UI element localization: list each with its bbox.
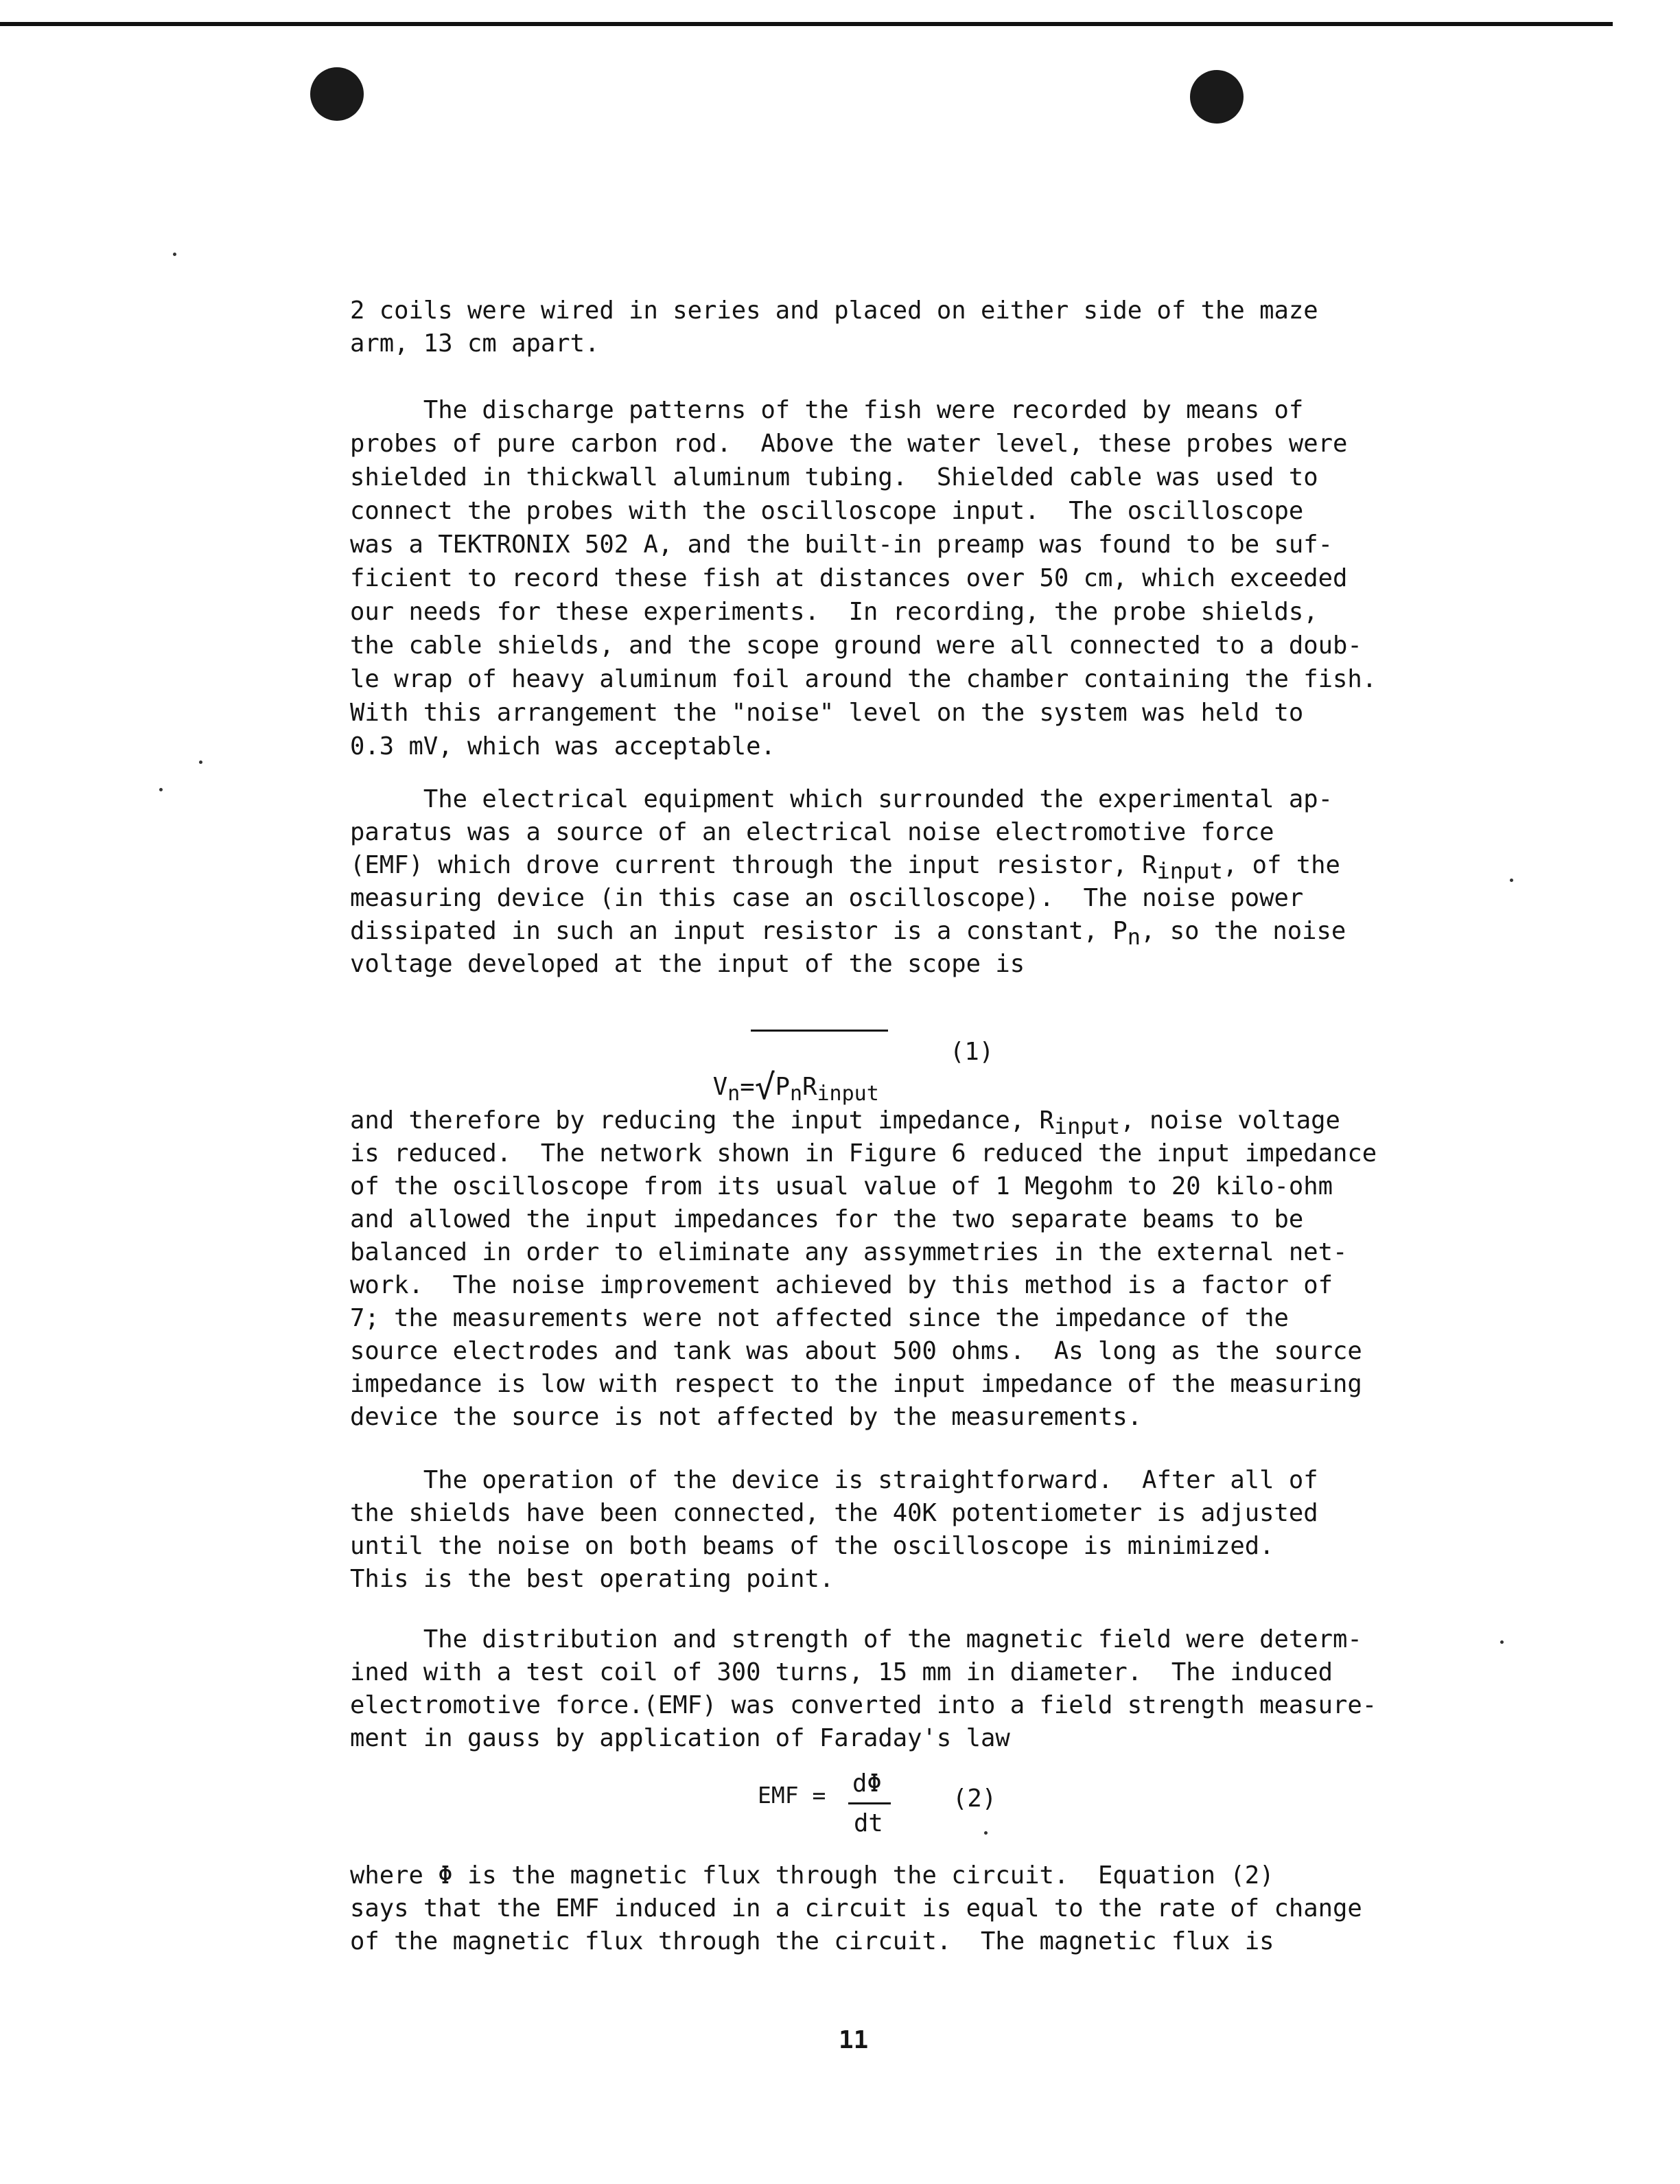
equation-2-lhs [758,1782,826,1809]
text-line: balanced in order to eliminate any assymmetries in the external net- [350,1238,1348,1266]
text-line: device the source is not affected by the measurements. [350,1403,1143,1431]
scan-speck [1500,1640,1504,1644]
text-line: This is the best operating point. [350,1565,835,1593]
text-line: With this arrangement the "noise" level on the system was held to [350,699,1304,727]
eq-subscript: input [817,1082,879,1106]
eq-sign: = [812,1782,826,1809]
text-line: probes of pure carbon rod. Above the water level, these probes were [350,430,1348,458]
text-segment: , so the noise [1141,917,1346,945]
text-line: measuring device (in this case an oscilloscope). The noise power [350,884,1304,912]
text-line: of the oscilloscope from its usual value of 1 Megohm to 20 kilo-ohm [350,1172,1333,1200]
top-rule [0,22,1613,26]
eq-var: V [712,1073,728,1101]
text-line [350,917,1346,950]
text-line: the shields have been connected, the 40K potentiometer is adjusted [350,1499,1318,1527]
eq-numerator: dΦ [852,1769,882,1798]
subscript: input [1156,858,1223,884]
subscript: n [1127,924,1141,950]
scan-speck [984,1831,988,1835]
page-number: 11 [839,2026,869,2054]
text-line: and allowed the input impedances for the two separate beams to be [350,1205,1304,1233]
eq-denominator: dt [854,1809,883,1837]
text-line: The discharge patterns of the fish were recorded by means of [350,396,1304,424]
sqrt-bar [751,1030,888,1032]
text-line: was a TEKTRONIX 502 A, and the built-in preamp was found to be suf- [350,531,1333,559]
text-segment: (EMF) which drove current through the input resistor, R [350,851,1157,879]
subscript: input [1053,1113,1121,1139]
text-segment: , noise voltage [1120,1106,1340,1135]
scan-speck [1510,879,1513,882]
eq-var: P [775,1073,791,1101]
text-line: the cable shields, and the scope ground were all connected to a doub- [350,631,1362,660]
paragraph-5 [350,1466,1318,1598]
punch-hole-right [1190,70,1244,124]
text-segment: and therefore by reducing the input impedance, R [350,1106,1054,1135]
scan-speck [159,788,163,791]
paragraph-3 [350,785,1346,983]
paragraph-4 [350,1106,1377,1436]
eq-sign: = [740,1073,755,1101]
text-line: arm, 13 cm apart. [350,329,600,358]
text-line: of the magnetic flux through the circuit. The magnetic flux is [350,1927,1274,1955]
text-line: le wrap of heavy aluminum foil around the chamber containing the fish. [350,665,1377,693]
equation-number: (2) [953,1785,997,1813]
sqrt-icon: √ [754,1067,775,1107]
punch-hole-left [310,67,364,121]
fraction-bar [848,1802,891,1804]
text-line: says that the EMF induced in a circuit is equal to the rate of change [350,1894,1362,1922]
text-line: where Φ is the magnetic flux through the circuit. Equation (2) [350,1861,1274,1890]
text-line: The electrical equipment which surrounded the experimental ap- [350,785,1333,813]
text-segment: , of the [1222,851,1340,879]
scan-speck [199,760,202,764]
text-line: until the noise on both beams of the oscilloscope is minimized. [350,1532,1274,1560]
text-line: ficient to record these fish at distances over 50 cm, which exceeded [350,564,1348,592]
eq-var: R [802,1073,817,1101]
text-line: electromotive force.(EMF) was converted into a field strength measure- [350,1691,1377,1719]
text-line: ment in gauss by application of Faraday's law [350,1724,1010,1752]
text-line: our needs for these experiments. In recording, the probe shields, [350,598,1318,626]
equation-1 [684,1035,879,1106]
paragraph-6 [350,1625,1377,1757]
text-line: is reduced. The network shown in Figure 6 reduced the input impedance [350,1139,1377,1167]
text-line: ined with a test coil of 300 turns, 15 mm in diameter. The induced [350,1658,1333,1686]
eq-subscript: n [727,1082,740,1106]
text-line: connect the probes with the oscilloscope input. The oscilloscope [350,497,1304,525]
paragraph-1 [350,297,1318,362]
text-line [350,851,1346,884]
text-line: The operation of the device is straightforward. After all of [350,1466,1318,1494]
text-line: The distribution and strength of the magnetic field were determ- [350,1625,1362,1653]
text-segment: dissipated in such an input resistor is a constant, P [350,917,1128,945]
eq-subscript: n [790,1082,803,1106]
text-line: paratus was a source of an electrical noise electromotive force [350,818,1274,846]
equation-number: (1) [950,1038,994,1066]
text-line: voltage developed at the input of the scope is [350,950,1025,978]
eq-var: EMF [758,1782,799,1809]
paragraph-2 [350,394,1377,764]
text-line: work. The noise improvement achieved by this method is a factor of [350,1271,1333,1299]
text-line: 0.3 mV, which was acceptable. [350,732,775,760]
text-line: shielded in thickwall aluminum tubing. Shielded cable was used to [350,463,1318,491]
paragraph-7 [350,1861,1362,1960]
scan-speck [173,253,176,256]
text-line: impedance is low with respect to the input impedance of the measuring [350,1370,1362,1398]
text-line: source electrodes and tank was about 500 ohms. As long as the source [350,1337,1362,1365]
text-line: 2 coils were wired in series and placed on either side of the maze [350,297,1318,325]
text-line: 7; the measurements were not affected since the impedance of the [350,1304,1289,1332]
text-line [350,1106,1377,1139]
